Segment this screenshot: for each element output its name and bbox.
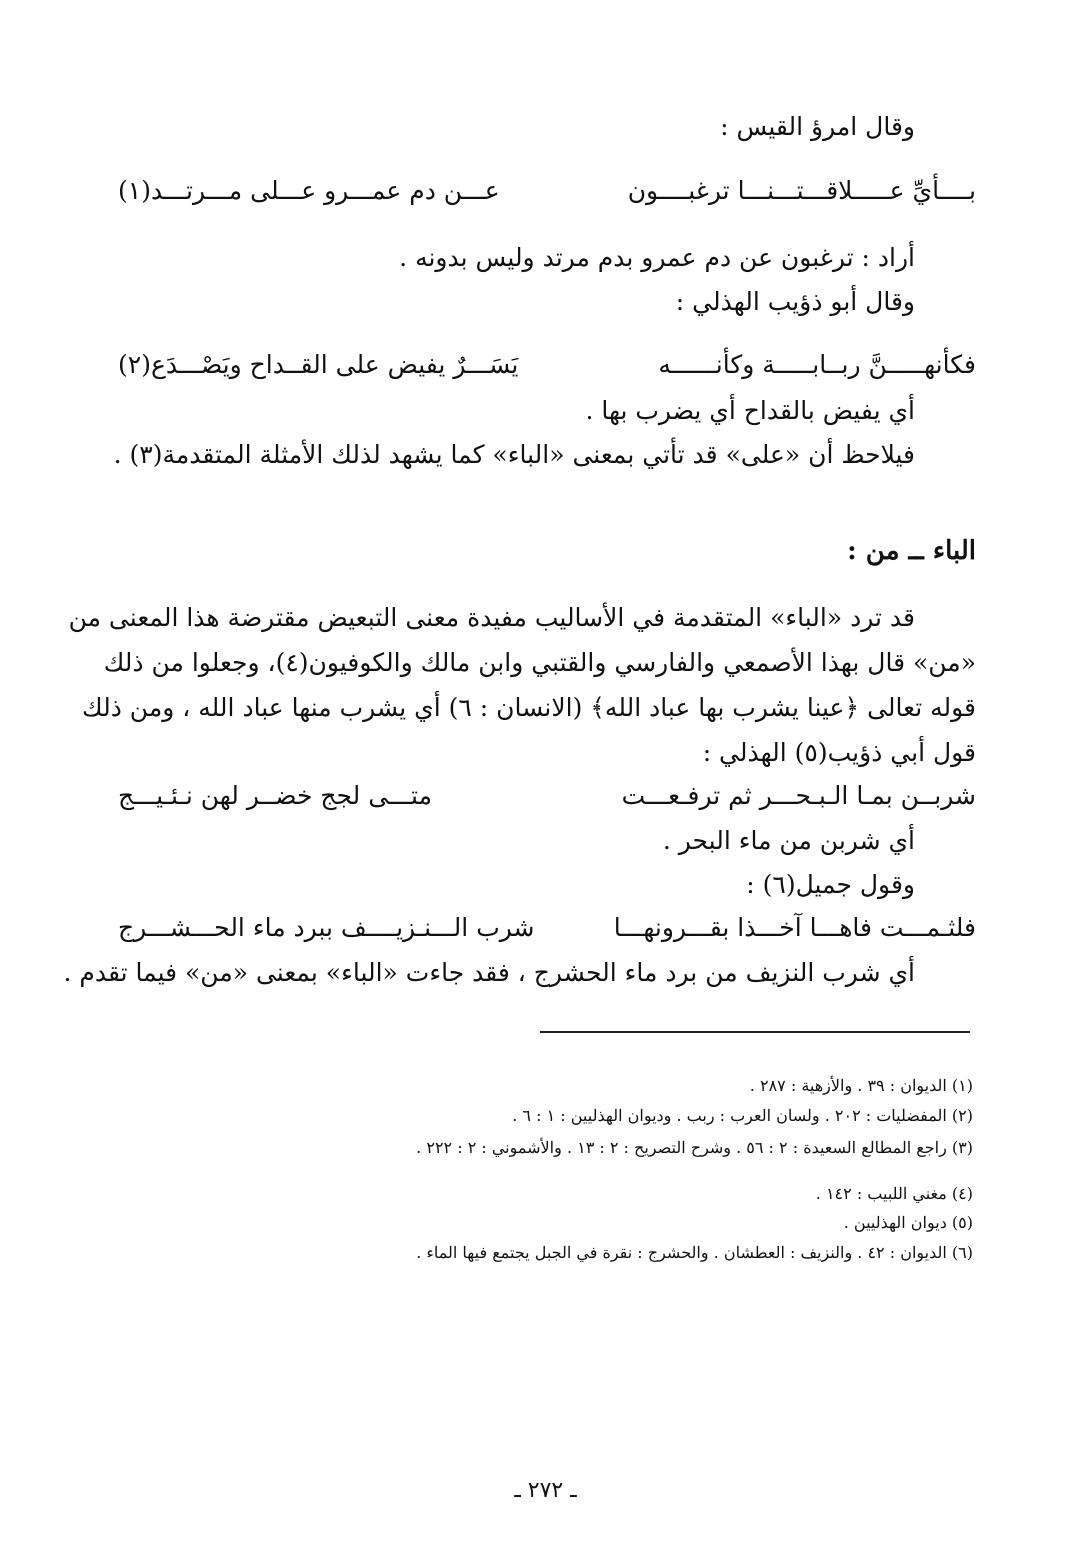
verse-3 — [118, 781, 976, 821]
paragraph-line-2: «من» قال بهذا الأصمعي والفارسي والقتبي وابن مالك والكوفيون(٤)، وجعلوا من ذلك — [103, 648, 976, 677]
explanation-line: أراد : ترغبون عن دم عمرو بدم مرتد وليس بدونه . — [399, 243, 915, 272]
page-number: ـ ٢٧٢ ـ — [514, 1478, 577, 1503]
verse-3-first-hemistich: شربــن بمـا الـبـحـــر ثم ترفـعـــت — [621, 781, 976, 810]
paragraph-line-4: قول أبي ذؤيب(٥) الهذلي : — [702, 738, 976, 767]
footnote-1: (١) الديوان : ٣٩ . والأزهية : ٢٨٧ . — [749, 1076, 973, 1095]
observation-line: فيلاحظ أن «على» قد تأتي بمعنى «الباء» كما يشهد لذلك الأمثلة المتقدمة(٣) . — [113, 440, 915, 469]
footnote-4: (٤) مغني اللبيب : ١٤٢ . — [815, 1184, 973, 1203]
intro-line-jamil: وقول جميل(٦) : — [746, 870, 915, 899]
verse-4-second-hemistich: شرب الـــنـزيــــف ببرد ماء الحـــشـــرج — [118, 913, 535, 942]
verse-3-second-hemistich: متـــى لجج خضــر لهن نـئـيـــج — [118, 781, 432, 810]
verse-1-second-hemistich: عـــن دم عمـــرو عـــلى مـــرتـــد(١) — [118, 176, 500, 205]
intro-line-abu-dhuayb: وقال أبو ذؤيب الهذلي : — [675, 287, 915, 316]
verse-1-first-hemistich: بــــأيِّ عـــــلاقـــتـــنـــا ترغبــــون — [627, 176, 976, 205]
explanation-line-2: أي يفيض بالقداح أي يضرب بها . — [585, 396, 915, 425]
footnote-separator — [540, 1031, 970, 1033]
footnote-2: (٢) المفضليات : ٢٠٢ . ولسان العرب : ربب . وديوان الهذليين : ١ : ٦ . — [512, 1106, 973, 1125]
paragraph-line-3: قوله تعالى ﴿عينا يشرب بها عباد الله﴾ (الانسان : ٦) أي يشرب منها عباد الله ، ومن ذلك — [82, 693, 976, 722]
verse-1 — [118, 176, 976, 216]
footnote-3: (٣) راجع المطالع السعيدة : ٢ : ٥٦ . وشرح التصريح : ٢ : ١٣ . والأشموني : ٢ : ٢٢٢ . — [416, 1138, 973, 1157]
verse-2-second-hemistich: يَسَـــرٌ يفيض على القــداح ويَصْـــدَع(٢) — [118, 350, 519, 379]
footnote-5: (٥) ديوان الهذليين . — [843, 1213, 973, 1232]
footnote-6: (٦) الديوان : ٤٢ . والنزيف : العطشان . والحشرج : نقرة في الجبل يجتمع فيها الماء . — [416, 1243, 973, 1262]
intro-line-imru-al-qays: وقال امرؤ القيس : — [720, 112, 915, 141]
verse-4 — [118, 913, 976, 953]
verse-4-first-hemistich: فلثـمـــت فاهـــا آخـــذا بقـــرونهـــا — [613, 913, 976, 942]
verse-2 — [118, 350, 976, 390]
explanation-line-3: أي شربن من ماء البحر . — [662, 826, 915, 855]
verse-2-first-hemistich: فكأنهـــــنَّ ربــابـــــة وكأنــــــه — [658, 350, 976, 379]
section-heading: الباء ــ من : — [847, 536, 976, 566]
paragraph-line-1: قد ترد «الباء» المتقدمة في الأساليب مفيدة معنى التبعيض مقترضة هذا المعنى من — [68, 603, 915, 632]
explanation-line-4: أي شرب النزيف من برد ماء الحشرج ، فقد جاءت «الباء» بمعنى «من» فيما تقدم . — [63, 958, 915, 987]
